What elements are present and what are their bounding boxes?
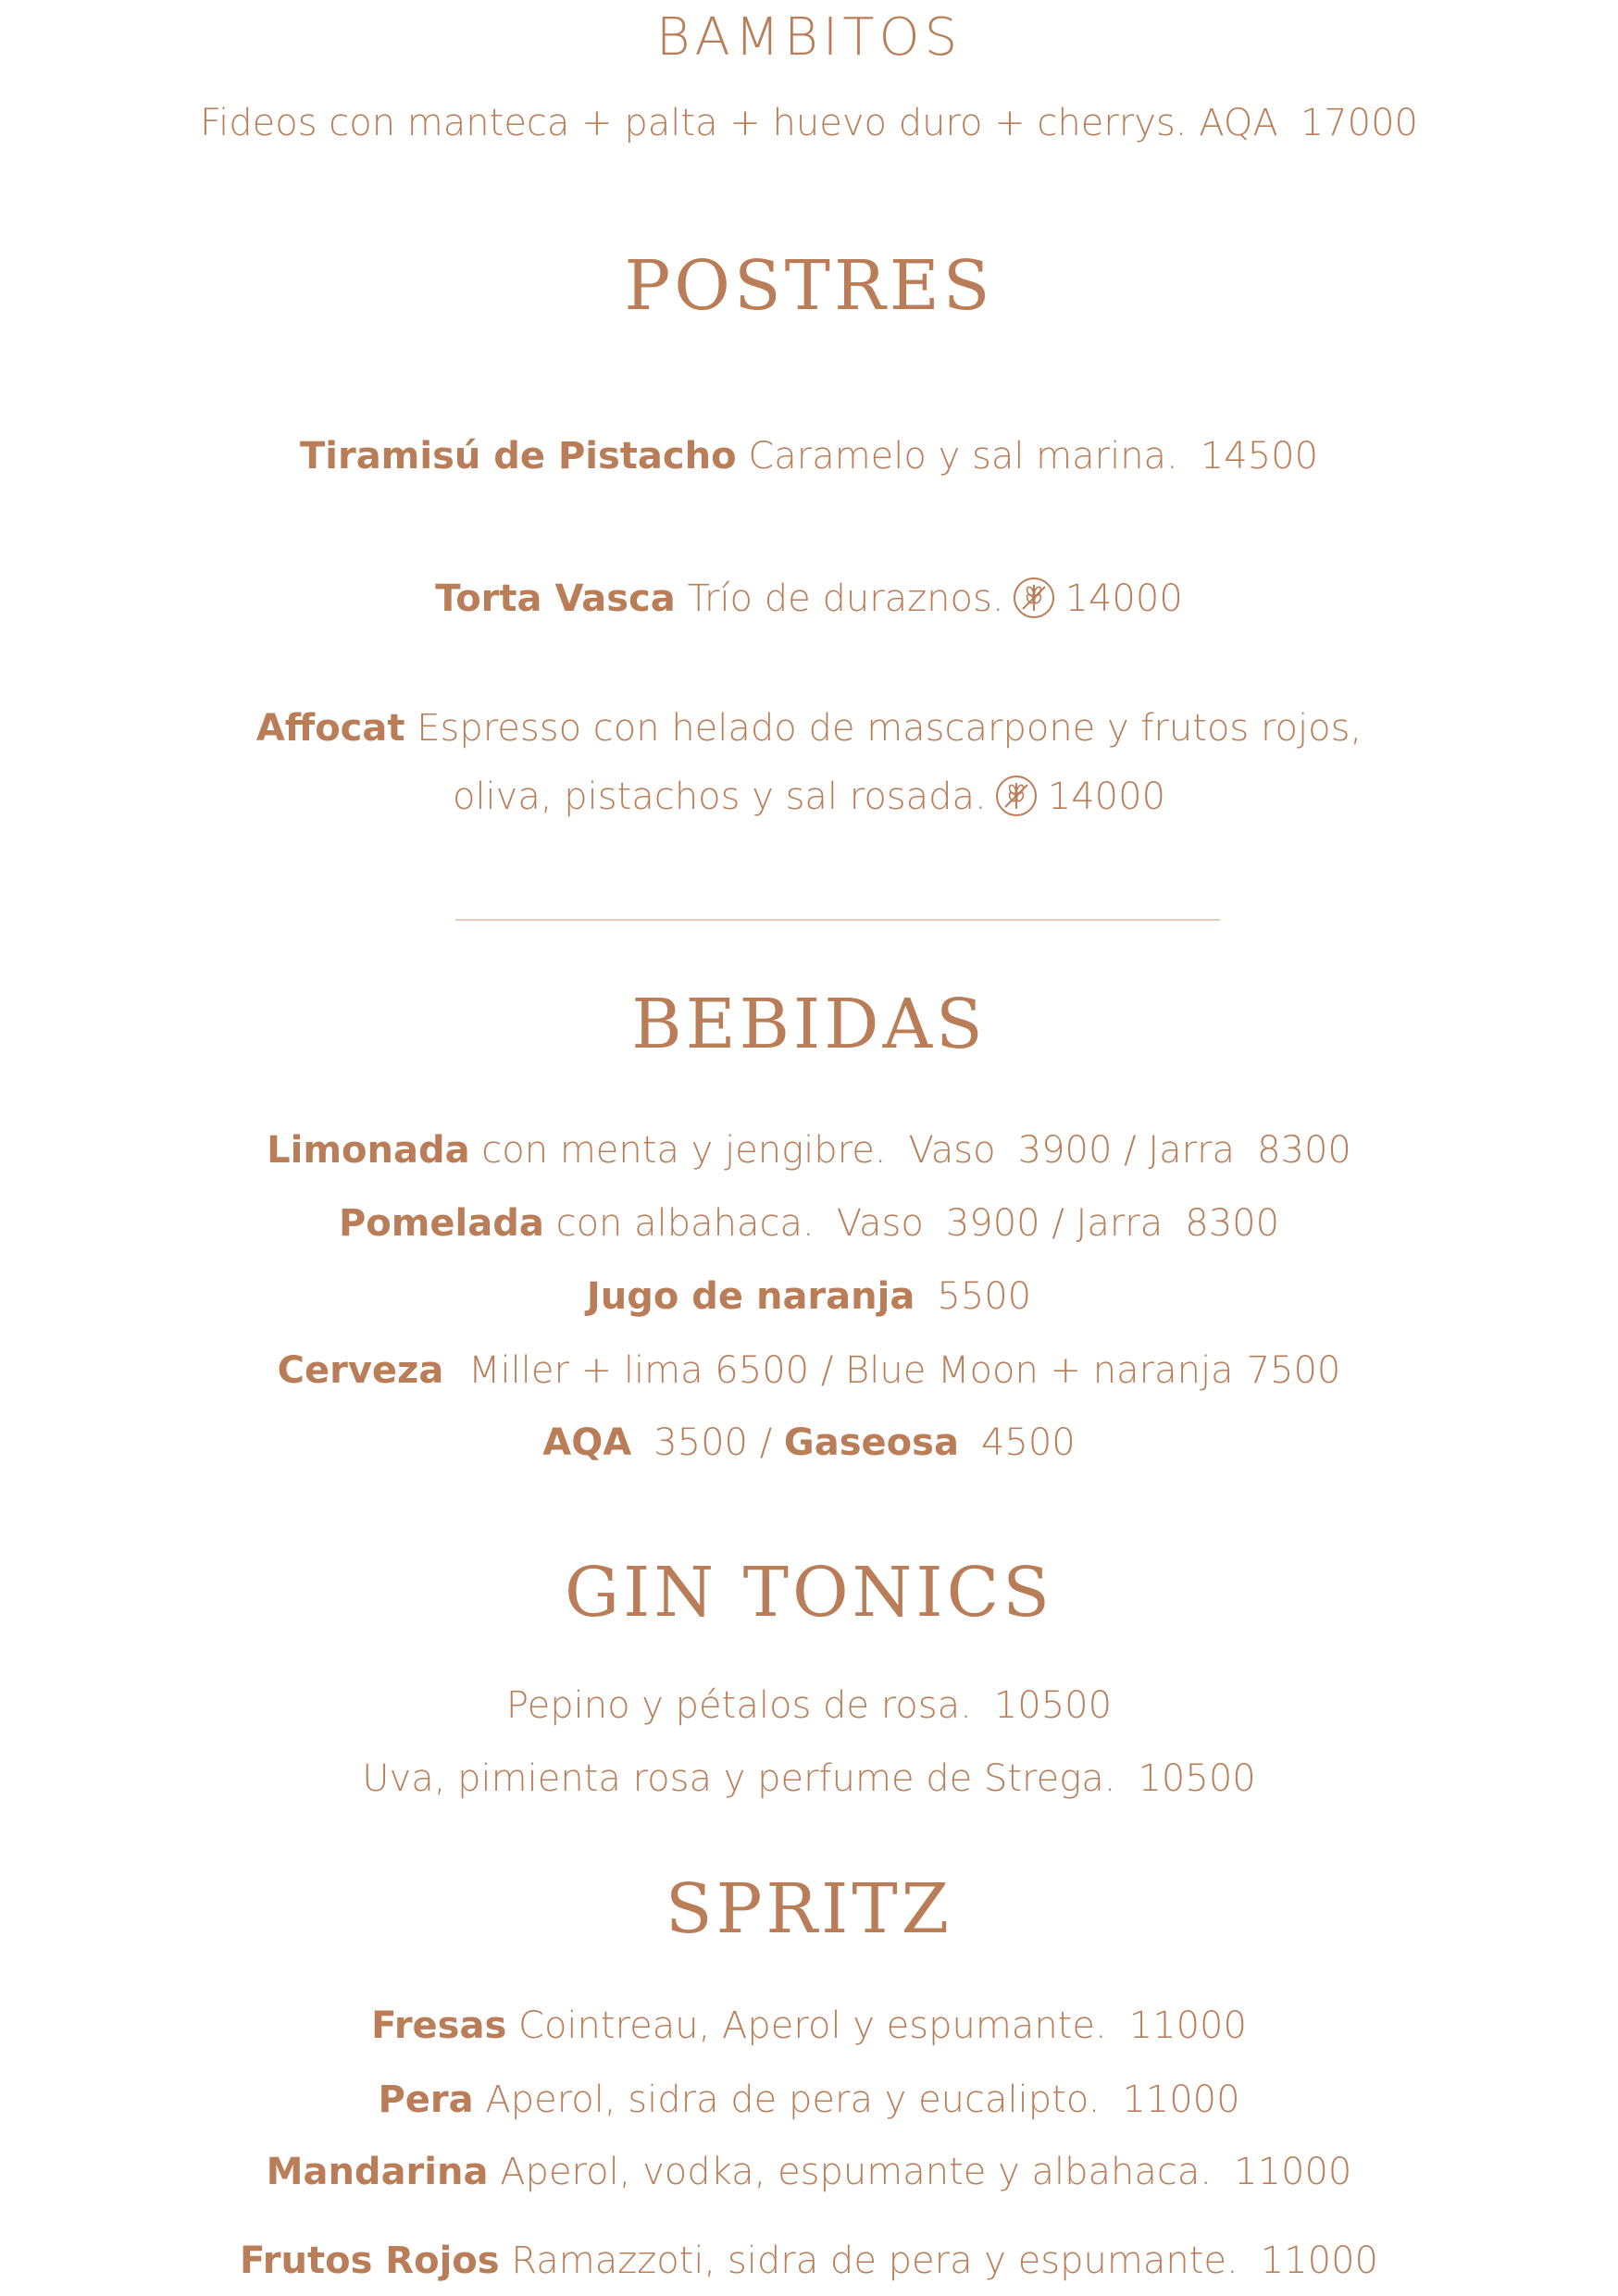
option-2: Blue Moon + naranja [845, 1349, 1234, 1392]
vaso-price: 3900 [1017, 1129, 1113, 1172]
menu-item-affocat-line2 [0, 774, 1618, 818]
item-name: Mandarina [266, 2151, 489, 2193]
gluten-free-icon [1012, 576, 1056, 620]
menu-item-spritz-frutos-rojos [0, 2240, 1618, 2282]
menu-item-spritz-pera [0, 2079, 1618, 2121]
item-description: Pepino y pétalos de rosa. [505, 1684, 972, 1727]
item-name: Fresas [371, 2004, 507, 2047]
menu-item-aqa-gaseosa [0, 1421, 1618, 1464]
item-description: Aperol, sidra de pera y eucalipto. [485, 2079, 1101, 2121]
item-price: 7500 [1246, 1349, 1341, 1392]
menu-item-gin-pepino [0, 1684, 1618, 1727]
item-description: Fideos con manteca + palta + huevo duro + cherrys. AQA [200, 102, 1278, 144]
jarra-price: 8300 [1257, 1129, 1351, 1172]
vaso-label: Vaso [908, 1129, 996, 1172]
menu-item-limonada [0, 1129, 1618, 1172]
item-description: oliva, pistachos y sal rosada. [452, 776, 987, 818]
jarra-label: Jarra [1076, 1202, 1164, 1245]
menu-item-bambitos [0, 102, 1618, 144]
item-price-2: 4500 [980, 1421, 1076, 1464]
item-name-2: Gaseosa [783, 1421, 959, 1464]
item-price: 14000 [1064, 577, 1183, 620]
item-price: 10500 [993, 1684, 1113, 1727]
item-description: Caramelo y sal marina. [748, 435, 1178, 478]
item-description: con menta y jengibre. [481, 1129, 887, 1172]
section-title-bebidas: BEBIDAS [631, 985, 987, 1064]
price-separator: / [1052, 1202, 1064, 1245]
item-name: Pera [378, 2079, 474, 2121]
menu-item-spritz-mandarina [0, 2151, 1618, 2193]
menu-item-gin-uva [0, 1757, 1618, 1800]
item-price: 11000 [1260, 2240, 1378, 2282]
item-price: 11000 [1122, 2079, 1240, 2121]
item-price: 11000 [1128, 2004, 1247, 2047]
item-description: Espresso con helado de mascarpone y frutos rojos, [417, 707, 1363, 750]
price-separator: / [1124, 1129, 1137, 1172]
item-description: Ramazzoti, sidra de pera y espumante. [511, 2240, 1238, 2282]
jarra-price: 8300 [1185, 1202, 1280, 1245]
vaso-price: 3900 [945, 1202, 1040, 1245]
section-title-spritz: SPRITZ [665, 1869, 953, 1949]
price-separator: / [820, 1349, 834, 1392]
item-description: Aperol, vodka, espumante y albahaca. [500, 2151, 1213, 2193]
menu-item-cerveza [0, 1349, 1618, 1392]
section-title-gin-tonics: GIN TONICS [565, 1553, 1053, 1632]
item-description: con albahaca. [555, 1202, 815, 1245]
item-price: 11000 [1234, 2151, 1352, 2193]
item-description: Uva, pimienta rosa y perfume de Strega. [362, 1757, 1116, 1800]
menu-item-spritz-fresas [0, 2004, 1618, 2047]
item-name: AQA [542, 1421, 632, 1464]
item-name: Cerveza [277, 1349, 444, 1392]
item-price: 3500 [653, 1421, 748, 1464]
item-name: Jugo de naranja [586, 1275, 915, 1318]
menu-item-torta-vasca [0, 576, 1618, 620]
item-name: Pomelada [338, 1202, 544, 1245]
item-price: 14500 [1200, 435, 1319, 478]
menu-item-affocat [0, 707, 1618, 750]
section-title-bambitos: BAMBITOS [655, 7, 963, 68]
option-1: Miller + lima 6500 [468, 1349, 810, 1392]
item-name: Frutos Rojos [240, 2240, 500, 2282]
price-separator: / [759, 1421, 773, 1464]
item-description: Trío de duraznos. [687, 577, 1004, 620]
item-description: Cointreau, Aperol y espumante. [518, 2004, 1107, 2047]
gluten-free-icon [994, 774, 1039, 818]
menu-item-tiramisu [0, 435, 1618, 478]
jarra-label: Jarra [1148, 1129, 1236, 1172]
section-divider [455, 919, 1220, 921]
item-name: Limonada [267, 1129, 470, 1172]
item-name: Affocat [255, 707, 405, 750]
menu-item-jugo [0, 1275, 1618, 1318]
item-price: 10500 [1138, 1757, 1256, 1800]
item-name: Tiramisú de Pistacho [299, 435, 737, 478]
section-title-postres: POSTRES [624, 246, 994, 326]
item-price: 5500 [937, 1275, 1032, 1318]
item-price: 14000 [1047, 776, 1166, 818]
item-price: 17000 [1300, 102, 1418, 144]
vaso-label: Vaso [836, 1202, 924, 1245]
item-name: Torta Vasca [435, 577, 676, 620]
menu-item-pomelada [0, 1202, 1618, 1245]
